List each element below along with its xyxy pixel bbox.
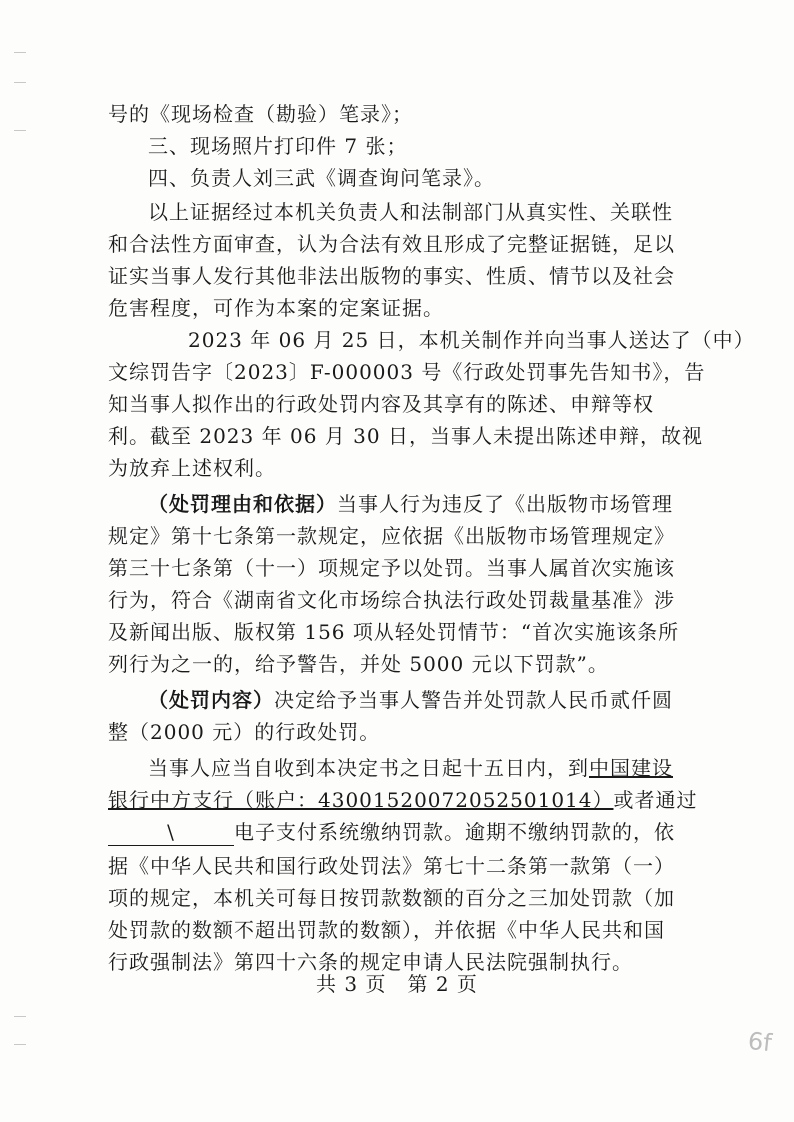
text-line: 及新闻出版、版权第 156 项从轻处罚情节：“首次实施该条所 <box>108 620 680 644</box>
text-line: 项的规定，本机关可每日按罚款数额的百分之三加处罚款（加 <box>108 886 675 910</box>
bank-account: 银行中方支行（账户：43001520072052501014） <box>108 788 614 812</box>
blank-field: \ <box>108 819 234 846</box>
text-line: 据《中华人民共和国行政处罚法》第七十二条第一款第（一） <box>108 854 675 878</box>
payment-line <box>108 782 698 818</box>
text-line: 行为，符合《湖南省文化市场综合执法行政处罚裁量基准》涉 <box>108 588 675 612</box>
text-line: 和合法性方面审查，认为合法有效且形成了完整证据链，足以 <box>108 232 675 256</box>
text-line: 2023 年 06 月 25 日，本机关制作并向当事人送达了（中） <box>188 328 755 352</box>
payment-line <box>108 814 675 850</box>
text-line: 以上证据经过本机关负责人和法制部门从真实性、关联性 <box>148 200 673 224</box>
margin-mark <box>14 1016 26 1017</box>
text-line: 列行为之一的，给予警告，并处 5000 元以下罚款”。 <box>108 652 609 676</box>
text-line: 处罚款的数额不超出罚款的数额），并依据《中华人民共和国 <box>108 918 665 942</box>
text-line: 规定》第十七条第一款规定，应依据《出版物市场管理规定》 <box>108 524 675 548</box>
text-line: 危害程度，可作为本案的定案证据。 <box>108 296 444 320</box>
text-line: 为放弃上述权利。 <box>108 456 276 480</box>
content-text: 决定给予当事人警告并处罚款人民币贰仟圆 <box>274 688 673 712</box>
margin-mark <box>14 82 26 83</box>
text-line: 知当事人拟作出的行政处罚内容及其享有的陈述、申辩等权 <box>108 392 654 416</box>
page-footer: 共 3 页 第 2 页 <box>316 972 478 996</box>
text-line: 三、现场照片打印件 7 张； <box>148 134 408 158</box>
content-heading: （处罚内容） <box>148 688 274 712</box>
payment-text: 或者通过 <box>613 788 698 812</box>
payment-line <box>148 750 673 786</box>
margin-mark <box>14 1044 26 1045</box>
text-line: 文综罚告字〔2023〕F-000003 号《行政处罚事先告知书》，告 <box>108 360 706 384</box>
reason-text: 当事人行为违反了《出版物市场管理 <box>337 492 673 516</box>
text-line: 利。截至 2023 年 06 月 30 日，当事人未提出陈述申辩，故视 <box>108 424 703 448</box>
margin-mark <box>14 52 26 53</box>
margin-mark <box>14 130 26 131</box>
text-line: 证实当事人发行其他非法出版物的事实、性质、情节以及社会 <box>108 264 675 288</box>
reason-heading: （处罚理由和依据） <box>148 492 337 516</box>
text-line: 整（2000 元）的行政处罚。 <box>108 720 381 744</box>
content-line <box>148 682 673 718</box>
text-line: 四、负责人刘三武《调查询问笔录》。 <box>148 166 495 190</box>
text-line: 第三十七条第（十一）项规定予以处罚。当事人属首次实施该 <box>108 556 675 580</box>
bank-name: 中国建设 <box>589 756 673 780</box>
handwritten-page-number: 6f <box>746 1026 774 1058</box>
text-line: 号的《现场检查（勘验）笔录》； <box>108 102 413 126</box>
payment-text: 电子支付系统缴纳罚款。逾期不缴纳罚款的，依 <box>234 820 675 844</box>
text-line: 行政强制法》第四十六条的规定申请人民法院强制执行。 <box>108 950 633 974</box>
reason-line <box>148 486 673 522</box>
payment-text: 当事人应当自收到本决定书之日起十五日内，到 <box>148 756 589 780</box>
